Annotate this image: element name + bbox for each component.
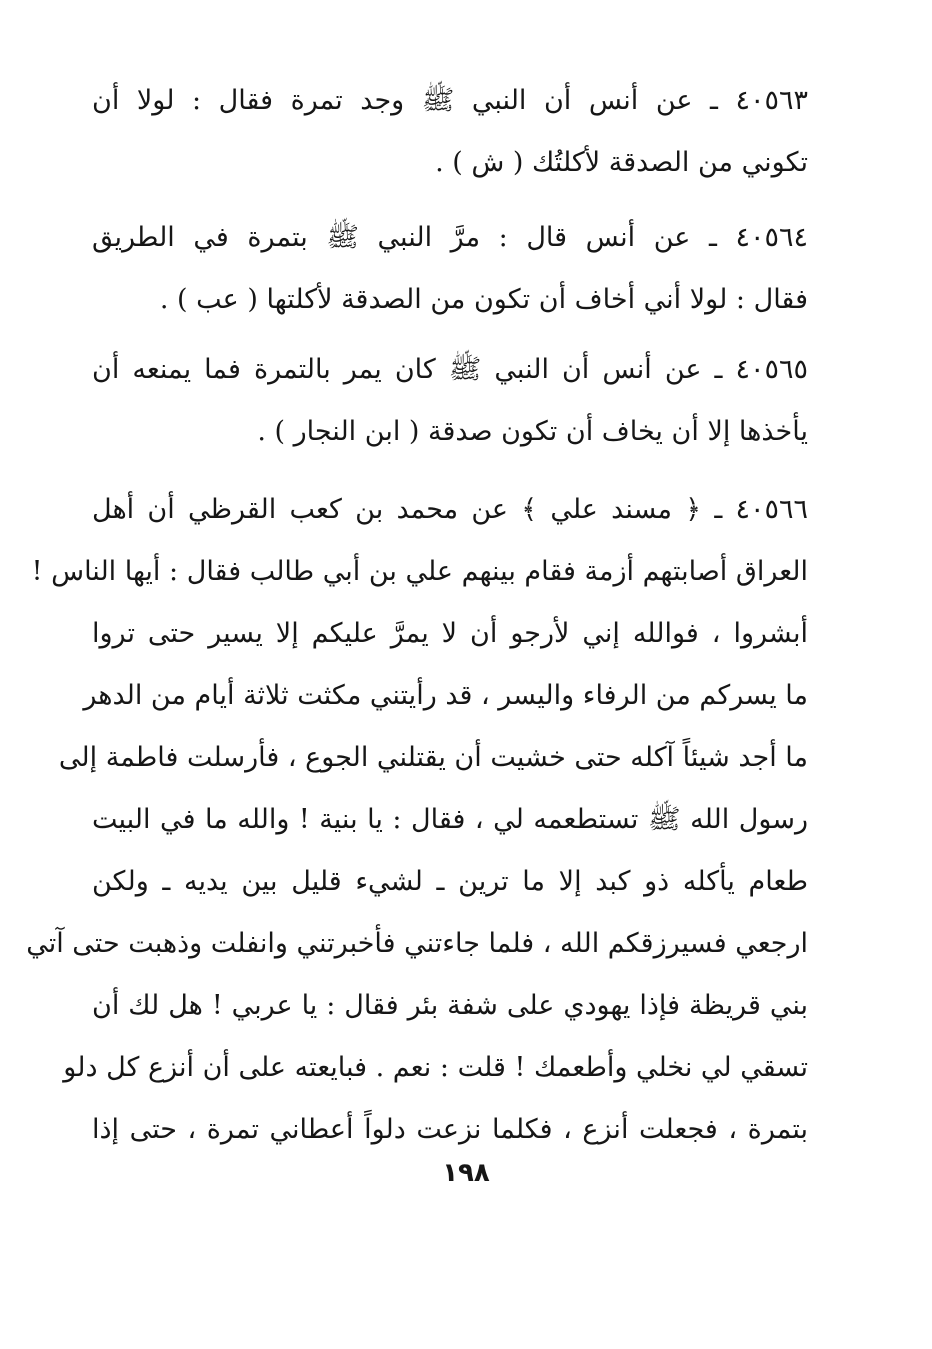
text-line: ٤٠٥٦٣ ـ عن أنس أن النبي ﷺ وجد تمرة فقال : لولا أن: [92, 85, 808, 116]
text-line: رسول الله ﷺ تستطعمه لي ، فقال : يا بنية ! والله ما في البيت: [92, 804, 808, 835]
text-line: أبشروا ، فوالله إني لأرجو أن لا يمرَّ عليكم إلا يسير حتى تروا: [92, 618, 808, 649]
page-number: ١٩٨: [442, 1158, 490, 1188]
text-line: ٤٠٥٦٤ ـ عن أنس قال : مرَّ النبي ﷺ بتمرة في الطريق: [92, 222, 808, 253]
text-line: يأخذها إلا أن يخاف أن تكون صدقة ( ابن النجار ) .: [257, 416, 808, 447]
hadith-40566: [26, 479, 808, 1161]
text-line: فقال : لولا أني أخاف أن تكون من الصدقة لأكلتها ( عب ) .: [159, 284, 808, 315]
hadith-40563: [92, 70, 808, 194]
text-line: ارجعي فسيرزقكم الله ، فلما جاءتني فأخبرتني وانفلت وذهبت حتى آتي: [26, 928, 808, 959]
text-line: ٤٠٥٦٥ ـ عن أنس أن النبي ﷺ كان يمر بالتمرة فما يمنعه أن: [92, 354, 808, 385]
text-line: ٤٠٥٦٦ ـ ﴿ مسند علي ﴾ عن محمد بن كعب القرظي أن أهل: [92, 494, 808, 525]
hadith-40565: [92, 339, 808, 463]
text-line: بتمرة ، فجعلت أنزع ، فكلما نزعت دلواً أعطاني تمرة ، حتى إذا: [92, 1114, 808, 1145]
text-line: طعام يأكله ذو كبد إلا ما ترين ـ لشيء قليل بين يديه ـ ولكن: [92, 866, 808, 897]
text-line: تسقي لي نخلي وأطعمك ! قلت : نعم . فبايعته على أن أنزع كل دلو: [63, 1052, 808, 1083]
hadith-40564: [92, 207, 808, 331]
text-line: ما يسركم من الرفاء واليسر ، قد رأيتني مكثت ثلاثة أيام من الدهر: [83, 680, 808, 711]
text-line: بني قريظة فإذا يهودي على شفة بئر فقال : يا عربي ! هل لك أن: [92, 990, 808, 1021]
text-line: ما أجد شيئاً آكله حتى خشيت أن يقتلني الجوع ، فأرسلت فاطمة إلى: [58, 742, 808, 773]
text-line: تكوني من الصدقة لأكلتُك ( ش ) .: [435, 147, 808, 178]
text-line: العراق أصابتهم أزمة فقام بينهم علي بن أبي طالب فقال : أيها الناس !: [31, 556, 808, 587]
